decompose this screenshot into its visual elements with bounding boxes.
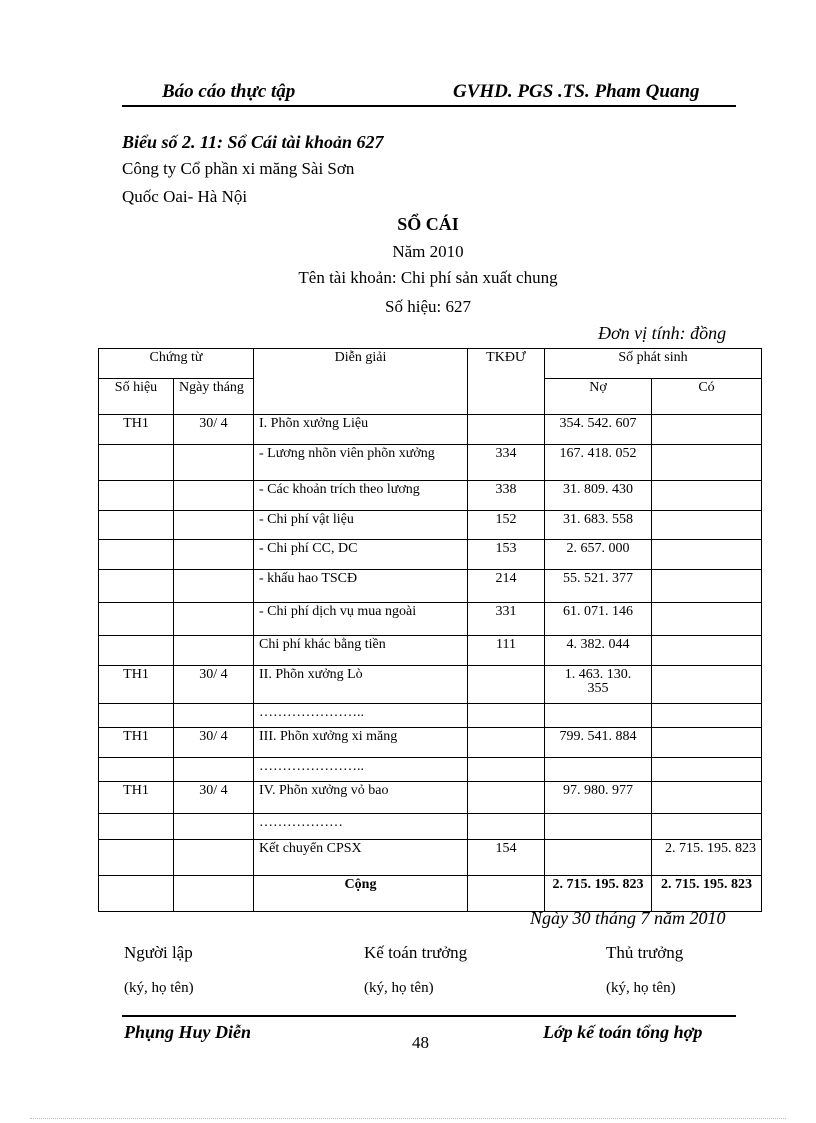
cell-credit: [652, 728, 762, 758]
header-left: Báo cáo thực tập: [162, 81, 296, 102]
total-row: [99, 876, 762, 912]
unit-label: Đơn vị tính: đồng: [598, 323, 727, 343]
cell-description: - Chi phí vật liệu: [254, 511, 468, 540]
cell-credit: [652, 666, 762, 704]
cell-description: …………………..: [254, 758, 468, 782]
ledger-year: Năm 2010: [392, 242, 464, 261]
cell-number: [99, 445, 174, 481]
cell-description: Kết chuyển CPSX: [254, 840, 468, 876]
cell-contra: [468, 758, 545, 782]
cell-description: - Chi phí dịch vụ mua ngoài: [254, 603, 468, 636]
header-credit: Có: [652, 379, 762, 415]
table-row: [99, 603, 762, 636]
cell-credit: [652, 511, 762, 540]
total-label: Cộng: [254, 876, 468, 912]
cell-contra: [468, 728, 545, 758]
cell-date: [174, 540, 254, 570]
page-number: 48: [412, 1033, 429, 1052]
cell-number: [99, 840, 174, 876]
cell-contra: 214: [468, 570, 545, 603]
cell-number: [99, 511, 174, 540]
company-address: Quốc Oai- Hà Nội: [122, 187, 248, 206]
cell-date: 30/ 4: [174, 782, 254, 814]
cell-credit: [652, 481, 762, 511]
cell-number: TH1: [99, 728, 174, 758]
cell-debit: 2. 657. 000: [545, 540, 652, 570]
cell-contra: [468, 415, 545, 445]
cell-debit: [545, 814, 652, 840]
table-caption: Biểu số 2. 11: Sổ Cái tài khoản 627: [122, 132, 384, 152]
cell-debit: [545, 758, 652, 782]
cell-date: 30/ 4: [174, 666, 254, 704]
total-credit: 2. 715. 195. 823: [652, 876, 762, 912]
cell-number: [99, 636, 174, 666]
cell-date: [174, 758, 254, 782]
table-row: [99, 415, 762, 445]
cell-description: [254, 445, 468, 481]
cell-debit: [545, 704, 652, 728]
header-contra-account: TKĐƯ: [468, 349, 545, 415]
cell-debit: 55. 521. 377: [545, 570, 652, 603]
cell-credit: [652, 636, 762, 666]
account-name: Tên tài khoản: Chi phí sản xuất chung: [298, 268, 558, 287]
table-row: [99, 840, 762, 876]
company-name: Công ty Cổ phần xi măng Sài Sơn: [122, 159, 355, 178]
cell-contra: 154: [468, 840, 545, 876]
signer-preparer-note: (ký, họ tên): [124, 980, 194, 996]
cell-date: [174, 636, 254, 666]
header-rule: [122, 105, 736, 107]
signer-preparer-title: Người lập: [124, 943, 193, 962]
table-row: [99, 511, 762, 540]
cell-description: Chi phí khác bằng tiền: [254, 636, 468, 666]
cell-credit: [652, 782, 762, 814]
cell-number: [99, 603, 174, 636]
header-debit: Nợ: [545, 379, 652, 415]
footer-rule: [122, 1015, 736, 1017]
cell-contra: [468, 782, 545, 814]
cell-credit: [652, 570, 762, 603]
cell-credit: [652, 540, 762, 570]
cell-description-text: - Lương nhõn viên phõn xưởng: [259, 446, 435, 461]
cell-date: [174, 481, 254, 511]
cell-debit: 97. 980. 977: [545, 782, 652, 814]
table-row: [99, 758, 762, 782]
signer-chief-accountant-note: (ký, họ tên): [364, 980, 434, 996]
table-row: [99, 570, 762, 603]
cell-debit: [545, 840, 652, 876]
cell-contra: 153: [468, 540, 545, 570]
cell-debit: 354. 542. 607: [545, 415, 652, 445]
cell-number: [99, 481, 174, 511]
ledger-title: SỔ CÁI: [397, 214, 459, 234]
cell-description: I. Phõn xưởng Liệu: [254, 415, 468, 445]
cell-debit: 1. 463. 130. 355: [545, 666, 652, 704]
cell-credit: [652, 814, 762, 840]
cell-contra: 111: [468, 636, 545, 666]
table-row: [99, 704, 762, 728]
cell-contra: 152: [468, 511, 545, 540]
cell-number: [99, 814, 174, 840]
cell-credit: [652, 415, 762, 445]
signer-chief-accountant-title: Kế toán trưởng: [364, 943, 468, 962]
cell-date: [174, 814, 254, 840]
header-voucher-date: Ngày tháng: [174, 379, 254, 415]
cell-date: 30/ 4: [174, 415, 254, 445]
cell-credit: [652, 603, 762, 636]
cell-contra: 331: [468, 603, 545, 636]
cell-description: IV. Phõn xưởng vỏ bao: [254, 782, 468, 814]
cell-date: 30/ 4: [174, 728, 254, 758]
cell-debit: 799. 541. 884: [545, 728, 652, 758]
cell-debit: 167. 418. 052: [545, 445, 652, 481]
cell-description: …………………..: [254, 704, 468, 728]
cell-date: [174, 511, 254, 540]
table-row: [99, 814, 762, 840]
table-row: [99, 728, 762, 758]
cell-number: [99, 704, 174, 728]
ledger-table: [98, 348, 762, 912]
cell-contra: [468, 666, 545, 704]
cell-description: II. Phõn xưởng Lò: [254, 666, 468, 704]
table-row: [99, 445, 762, 481]
cell-number: [99, 758, 174, 782]
cell-description: ………………: [254, 814, 468, 840]
cell-number: [99, 540, 174, 570]
cell-contra: [468, 704, 545, 728]
cell-number: TH1: [99, 782, 174, 814]
cell-contra: 338: [468, 481, 545, 511]
cell-date: [174, 603, 254, 636]
cell-description: - khấu hao TSCĐ: [254, 570, 468, 603]
cell-description: - Chi phí CC, DC: [254, 540, 468, 570]
header-description: Diễn giải: [254, 349, 468, 415]
page-bottom-border: [30, 1118, 786, 1119]
table-row: [99, 481, 762, 511]
account-number: Số hiệu: 627: [385, 297, 471, 316]
date-line: Ngày 30 tháng 7 năm 2010: [530, 908, 726, 928]
cell-credit: [652, 758, 762, 782]
signer-director-note: (ký, họ tên): [606, 980, 676, 996]
table-row: [99, 782, 762, 814]
header-right: GVHD. PGS .TS. Pham Quang: [453, 81, 700, 102]
cell-debit: 31. 809. 430: [545, 481, 652, 511]
table-row: [99, 540, 762, 570]
table-row: [99, 666, 762, 704]
cell-contra: [468, 814, 545, 840]
cell-number: [99, 570, 174, 603]
cell-credit: [652, 445, 762, 481]
cell-description: III. Phõn xưởng xi măng: [254, 728, 468, 758]
cell-date: [174, 840, 254, 876]
cell-debit: 61. 071. 146: [545, 603, 652, 636]
cell-date: [174, 570, 254, 603]
table-row: [99, 636, 762, 666]
signer-director-title: Thủ trưởng: [606, 943, 684, 962]
cell-credit: [652, 704, 762, 728]
cell-contra: 334: [468, 445, 545, 481]
cell-debit: 4. 382. 044: [545, 636, 652, 666]
cell-date: [174, 704, 254, 728]
footer-class: Lớp kế toán tổng hợp: [543, 1022, 703, 1042]
cell-date: [174, 445, 254, 481]
cell-number: TH1: [99, 415, 174, 445]
cell-debit: 31. 683. 558: [545, 511, 652, 540]
total-debit: 2. 715. 195. 823: [545, 876, 652, 912]
header-voucher-number: Số hiệu: [99, 379, 174, 415]
footer-author: Phụng Huy Diễn: [124, 1022, 252, 1042]
header-amount: Số phát sinh: [545, 349, 762, 379]
cell-credit: 2. 715. 195. 823: [652, 840, 762, 876]
cell-description: - Các khoản trích theo lương: [254, 481, 468, 511]
header-voucher: Chứng từ: [99, 349, 254, 379]
cell-number: TH1: [99, 666, 174, 704]
